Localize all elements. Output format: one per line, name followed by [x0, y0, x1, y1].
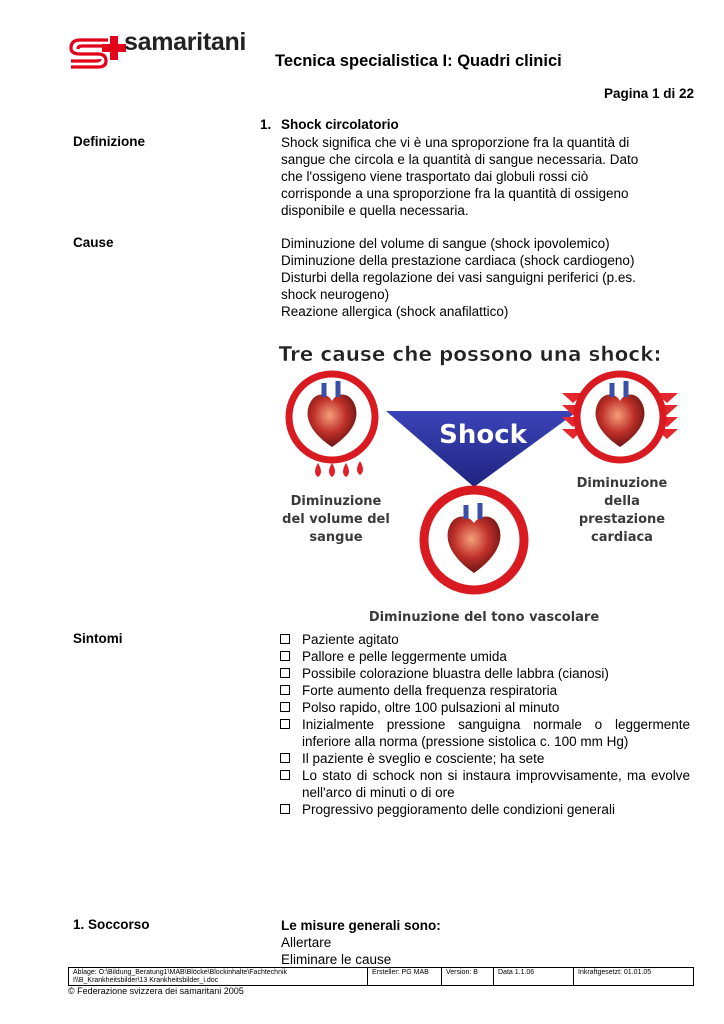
right-heart-circle	[562, 374, 678, 460]
footer-version: Version: B	[441, 968, 493, 985]
illustration-title: Tre cause che possono una shock:	[278, 342, 662, 366]
footer-data: Data 1.1.06	[493, 968, 573, 985]
checkbox-square-icon	[280, 685, 290, 695]
blood-drops-icon	[315, 461, 363, 477]
definizione-line: che l'ossigeno viene trasportato dai globuli rossi ciò	[281, 169, 589, 184]
checkbox-square-icon	[280, 668, 290, 678]
section-title: Shock circolatorio	[281, 117, 399, 132]
footer-ersteller: Ersteller: PG MAB	[367, 968, 441, 985]
right-caption-line: della	[604, 494, 640, 509]
list-item: Paziente agitato	[278, 631, 690, 648]
cause-line: Diminuzione della prestazione cardiaca (shock cardiogeno)	[281, 253, 635, 268]
checkbox-square-icon	[280, 770, 290, 780]
definizione-text	[281, 134, 691, 219]
left-heart-circle	[289, 374, 375, 460]
bottom-caption: Diminuzione del tono vascolare	[368, 610, 600, 625]
sintomi-label: Sintomi	[73, 631, 123, 646]
definizione-line: Shock significa che vi è una sproporzione fra la quantità di	[281, 135, 630, 150]
left-caption-line: Diminuzione	[290, 494, 382, 509]
soccorso-label: 1. Soccorso	[73, 917, 150, 932]
left-caption-line: sangue	[309, 530, 363, 545]
sintomi-list	[278, 631, 690, 818]
list-item: Possibile colorazione bluastra delle labbra (cianosi)	[278, 665, 690, 682]
cause-text	[281, 235, 691, 320]
right-caption-line: Diminuzione	[576, 476, 668, 491]
cause-line: Disturbi della regolazione dei vasi sanguigni periferici (p.es.	[281, 270, 636, 285]
cause-line: shock neurogeno)	[281, 287, 390, 302]
list-item: Inizialmente pressione sanguigna normale o leggermente inferiore alla norma (pressione sistolica c. 100 mm Hg)	[278, 716, 690, 750]
definizione-line: sangue che circola e la quantità di sangue necessaria. Dato	[281, 152, 639, 167]
definizione-line: disponibile e quella necessaria.	[281, 203, 469, 218]
footer-info-table	[68, 967, 694, 986]
definizione-label: Definizione	[73, 134, 146, 149]
cause-line: Diminuzione del volume di sangue (shock ipovolemico)	[281, 236, 610, 251]
list-item: Lo stato di schock non si instaura improvvisamente, ma evolve nell'arco di minuti o di ore	[278, 767, 690, 801]
shock-word: Shock	[439, 420, 527, 450]
right-caption-line: prestazione	[578, 512, 666, 527]
list-item: Il paziente è sveglio e cosciente; ha sete	[278, 750, 690, 767]
document-title: Tecnica specialistica I: Quadri clinici	[275, 52, 562, 70]
footer-ablage: Ablage: O:\Bildung_Beratung1\MAB\Blöcke\Blockinhalte\Fachtechnik I\\B_Krankheitsbilder\13 Krankheitsbilder_i.doc	[73, 969, 288, 984]
page-number: Pagina 1 di 22	[603, 86, 694, 101]
cause-line: Reazione allergica (shock anafilattico)	[281, 304, 509, 319]
logo-wordmark: samaritani	[124, 28, 247, 56]
soccorso-text	[281, 917, 691, 968]
footer-inkraft: Inkraftgesetzt: 01.01.05	[573, 968, 693, 985]
list-item: Polso rapido, oltre 100 pulsazioni al minuto	[278, 699, 690, 716]
list-item: Forte aumento della frequenza respiratoria	[278, 682, 690, 699]
soccorso-line: Eliminare le cause	[281, 952, 392, 967]
shock-causes-illustration	[278, 335, 698, 630]
list-item: Pallore e pelle leggermente umida	[278, 648, 690, 665]
left-caption-line: del volume del	[282, 512, 390, 527]
checkbox-square-icon	[280, 753, 290, 763]
right-caption-line: cardiaca	[591, 530, 653, 545]
soccorso-line: Allertare	[281, 935, 332, 950]
checkbox-square-icon	[280, 804, 290, 814]
checkbox-square-icon	[280, 719, 290, 729]
list-item: Progressivo peggioramento delle condizioni generali	[278, 801, 690, 818]
checkbox-square-icon	[280, 651, 290, 661]
definizione-line: corrisponde a una sproporzione fra la quantità di ossigeno	[281, 186, 629, 201]
checkbox-square-icon	[280, 702, 290, 712]
checkbox-square-icon	[280, 634, 290, 644]
copyright-notice: © Federazione svizzera dei samaritani 2005	[68, 986, 244, 996]
cause-label: Cause	[73, 235, 114, 250]
soccorso-heading: Le misure generali sono:	[281, 918, 441, 933]
bottom-heart-circle	[424, 490, 524, 590]
section-number: 1.	[260, 117, 272, 132]
